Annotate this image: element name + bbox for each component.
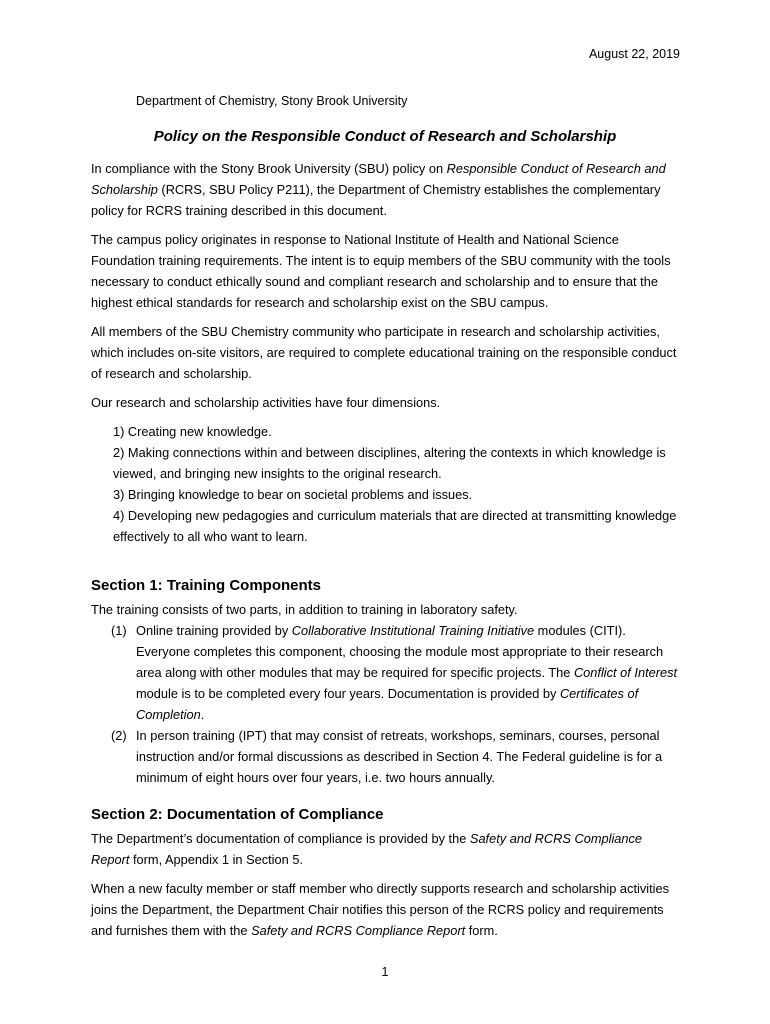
intro-paragraph-3: All members of the SBU Chemistry community who participate in research and scholarship activities, which includes on-site visitors, are required to complete educational training on the responsible conduct of research and scholarship. — [91, 324, 677, 381]
list-item: (2) In person training (IPT) that may consist of retreats, workshops, seminars, courses, personal instruction and/or formal discussions as described in Section 4. The Federal guideline is for a minimum of eight hours over four years, i.e. two hours annually. — [111, 725, 683, 788]
document-body — [91, 158, 683, 949]
list-number: (2) — [111, 728, 127, 743]
document-date: August 22, 2019 — [588, 47, 680, 61]
intro-paragraph-2: The campus policy originates in response to National Institute of Health and National Science Foundation training requirements. The intent is to equip members of the SBU community with the tools necessary to conduct ethically sound and compliant research and scholarship and to ensure that the highest ethical standards for research and scholarship exist on the SBU campus. — [91, 232, 671, 310]
section-2-paragraph-1: The Department’s documentation of compliance is provided by the Safety and RCRS Compliance Report form, Appendix 1 in Section 5. — [91, 831, 643, 867]
list-number: (1) — [111, 623, 127, 638]
section-2-heading: Section 2: Documentation of Compliance — [91, 806, 384, 823]
list-item: (1) Online training provided by Collaborative Institutional Training Initiative modules (CITI). Everyone completes this component, choosing the module most appropriate to their research area along with other modules that may be required for specific projects. The Conflict of Interest module is to be completed every four years. Documentation is provided by Certificates of Completion. — [111, 620, 683, 725]
training-components-list — [111, 620, 683, 788]
section-1-intro: The training consists of two parts, in addition to training in laboratory safety. — [91, 602, 518, 617]
section-1-heading: Section 1: Training Components — [91, 577, 322, 594]
list-item: 2) Making connections within and between disciplines, altering the contexts in which knowledge is viewed, and bringing new insights to the original research. — [113, 445, 666, 481]
section-2-paragraph-2: When a new faculty member or staff member who directly supports research and scholarship activities joins the Department, the Department Chair notifies this person of the RCRS policy and requirements and furnishes them with the Safety and RCRS Compliance Report form. — [91, 881, 670, 938]
dimensions-list — [113, 421, 683, 547]
page-number: 1 — [381, 965, 389, 979]
list-item: 4) Developing new pedagogies and curriculum materials that are directed at transmitting knowledge effectively to all who want to learn. — [113, 508, 677, 544]
list-item: 1) Creating new knowledge. — [113, 424, 272, 439]
document-title: Policy on the Responsible Conduct of Research and Scholarship — [153, 128, 617, 145]
intro-paragraph-1: In compliance with the Stony Brook University (SBU) policy on Responsible Conduct of Research and Scholarship (RCRS, SBU Policy P211), the Department of Chemistry establishes the complementary policy for RCRS training described in this document. — [91, 161, 666, 218]
department-line: Department of Chemistry, Stony Brook University — [136, 94, 408, 108]
list-item: 3) Bringing knowledge to bear on societal problems and issues. — [113, 487, 473, 502]
dimensions-intro: Our research and scholarship activities have four dimensions. — [91, 395, 441, 410]
